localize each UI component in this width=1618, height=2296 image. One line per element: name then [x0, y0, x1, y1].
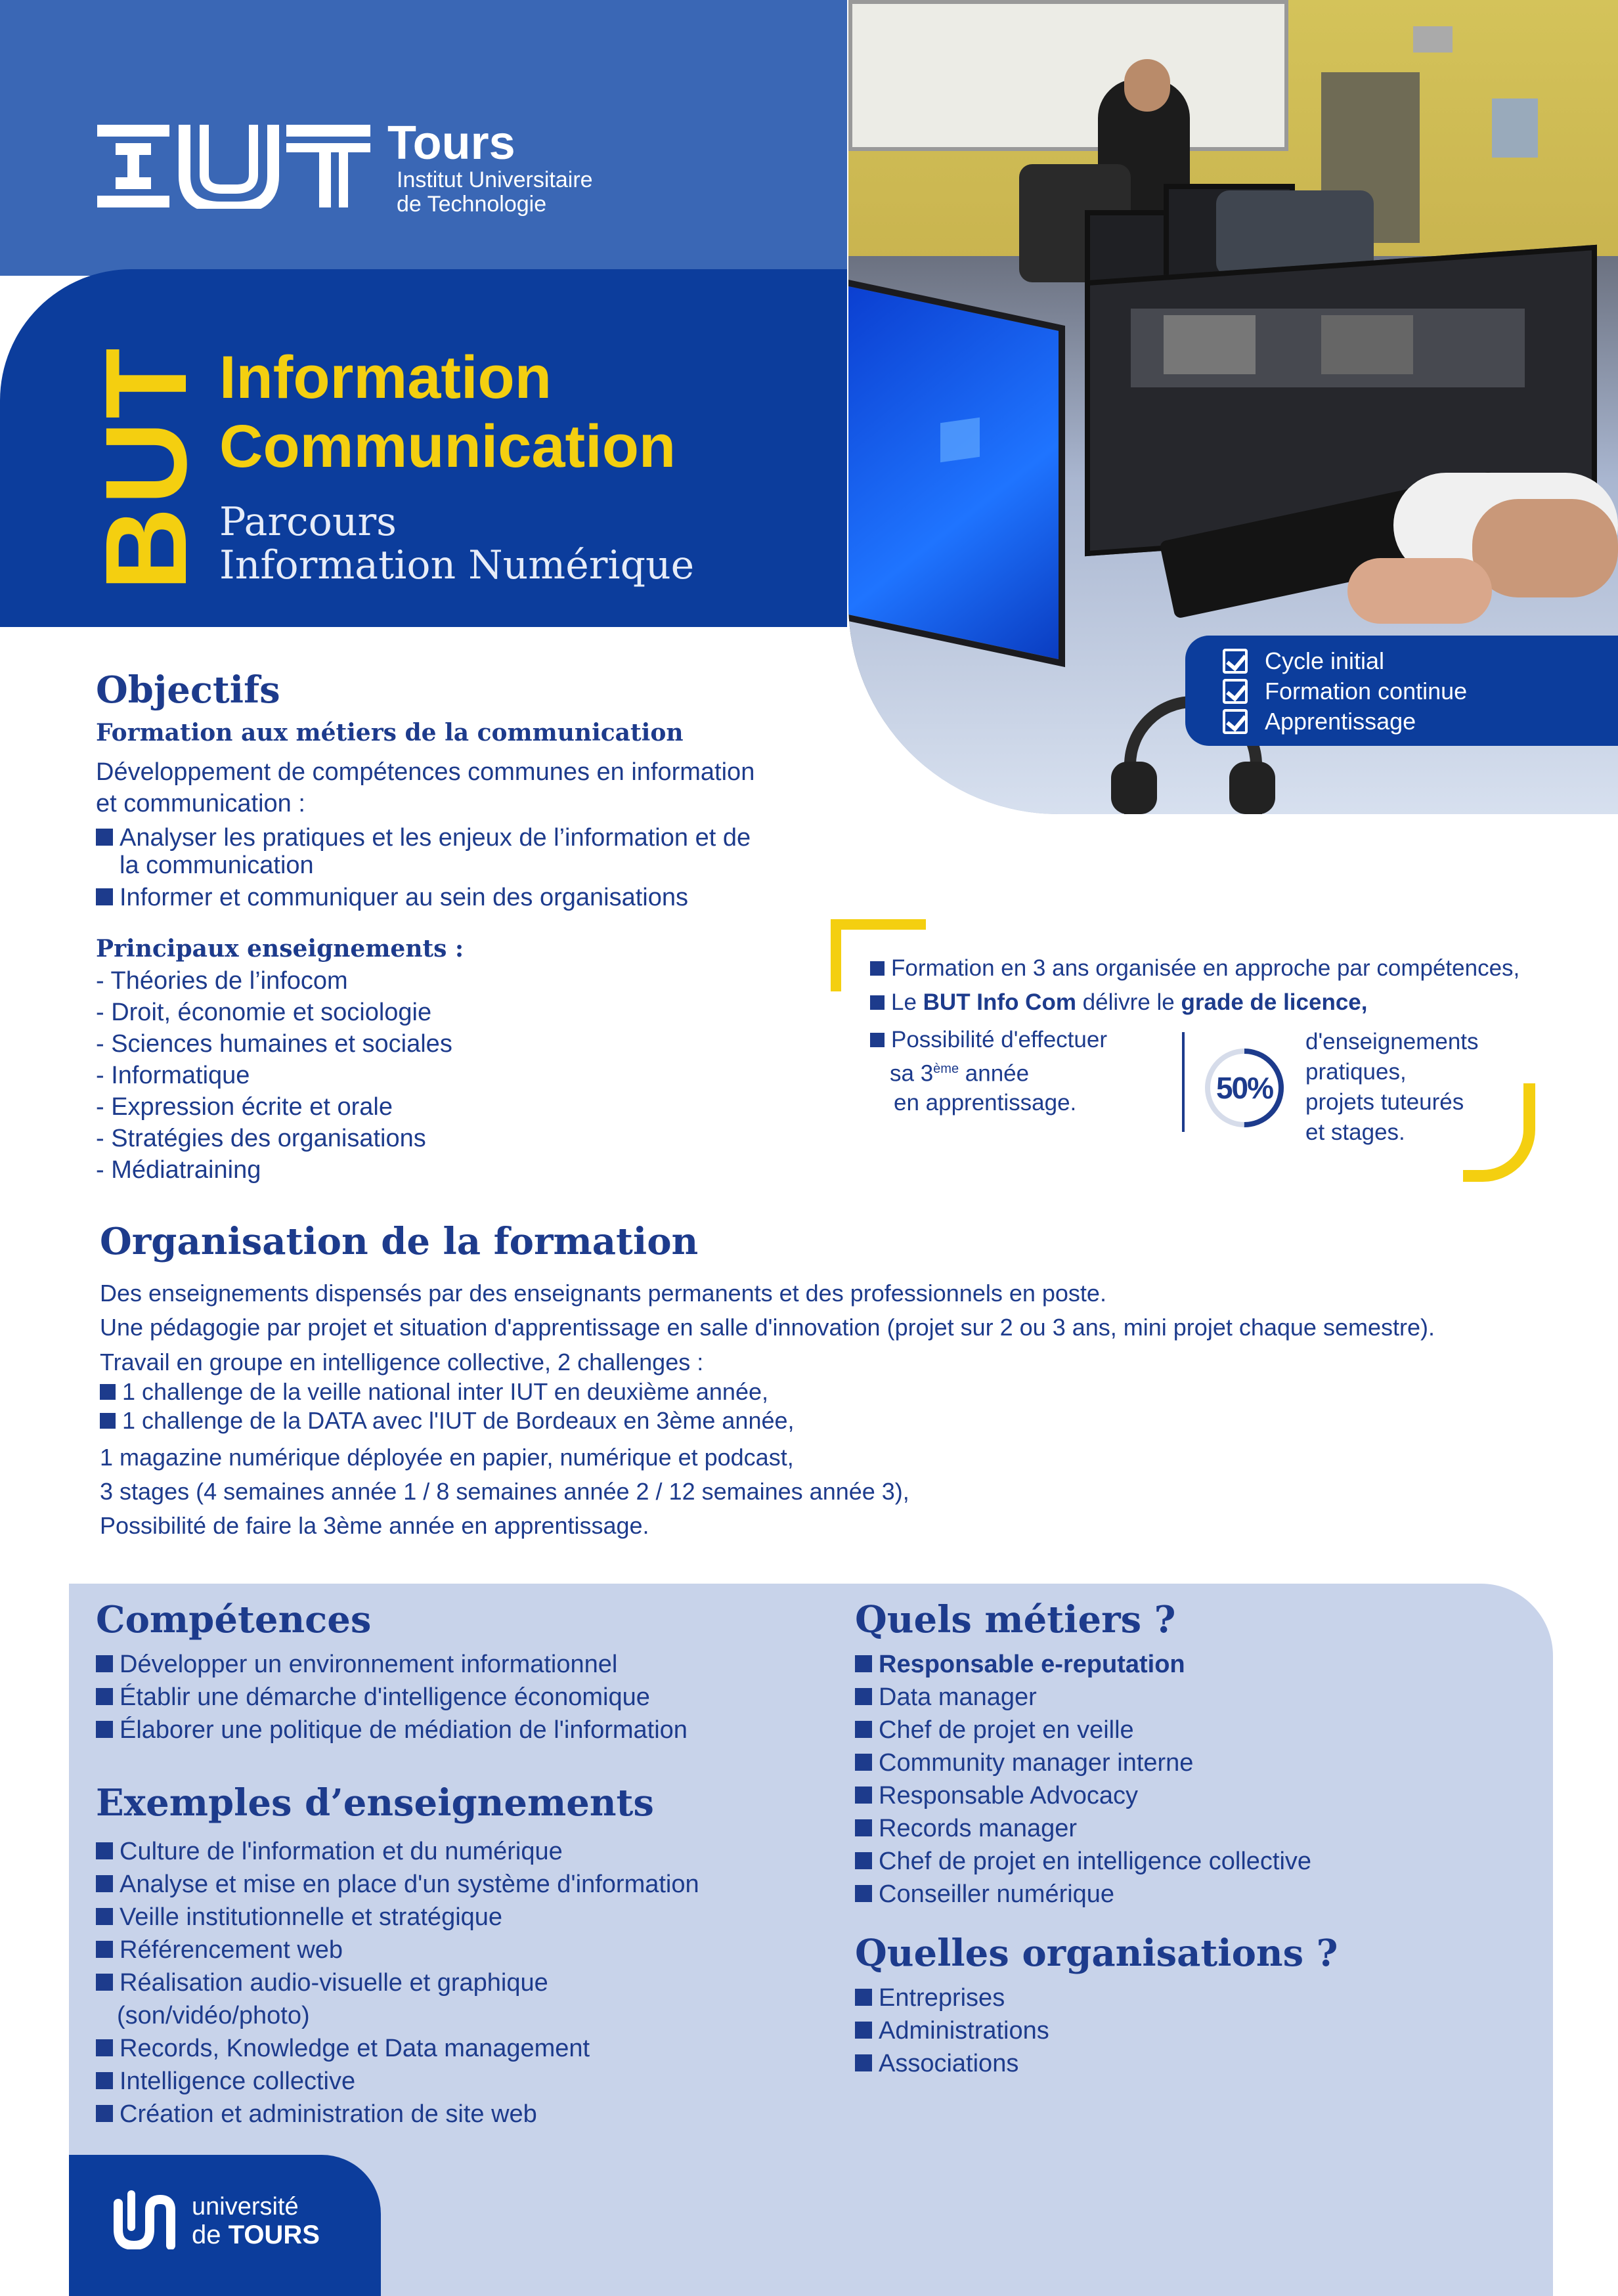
- parcours-line1: Parcours: [219, 499, 397, 545]
- objectifs-heading: Objectifs: [96, 668, 280, 712]
- mode-item: [1223, 706, 1467, 737]
- objectifs-bullet: Informer et communiquer au sein des organisations: [96, 881, 688, 914]
- bullet-square-icon: [855, 2022, 872, 2039]
- bullet-square-icon: [855, 1655, 872, 1672]
- list-item: - Stratégies des organisations: [96, 1125, 426, 1152]
- list-item: Responsable Advocacy: [855, 1779, 1311, 1812]
- exemples-list: [96, 1835, 699, 2131]
- bullet-square-icon: [855, 1787, 872, 1804]
- metiers-list: [855, 1648, 1311, 1911]
- mode-label: Cycle initial: [1265, 647, 1385, 674]
- bullet-square-icon: [100, 1413, 116, 1429]
- objectifs-bullet-continued: la communication: [120, 852, 314, 879]
- list-item: Data manager: [855, 1681, 1311, 1714]
- list-item: - Médiatraining: [96, 1156, 261, 1184]
- modes-box: [1185, 636, 1618, 746]
- list-item: Administrations: [855, 2014, 1049, 2047]
- university-logo-icon: [112, 2190, 190, 2249]
- bullet-square-icon: [96, 888, 113, 905]
- bullet-square-icon: [96, 1908, 113, 1925]
- list-item: Conseiller numérique: [855, 1878, 1311, 1911]
- list-item: Création et administration de site web: [96, 2098, 699, 2131]
- organisation-text: Des enseignements dispensés par des enseignants permanents et des professionnels en poste. Une pédagogie par projet et situation d'apprentissage en salle d'innovation (projet sur 2 ou 3 ans, mini projet chaque semestre). Travail en groupe en intelligence collective, 2 challenges : 1 challenge de la veille national inter IUT en deuxième année, 1 challenge de la DATA avec l'IUT de Bordeaux en 3ème année, 1 magazine numérique déployée en papier, numérique et podcast, 3 stages (4 semaines année 1 / 8 semaines année 2 / 12 semaines année 3), Possibilité de faire la 3ème année en apprentissage.: [100, 1280, 1435, 1539]
- objectifs-intro-line2: et communication :: [96, 790, 305, 817]
- list-item: Entreprises: [855, 1982, 1049, 2014]
- university-logo-line2: de TOURS: [192, 2220, 320, 2249]
- objectifs-subtitle: Formation aux métiers de la communication: [96, 719, 684, 747]
- bullet-square-icon: [855, 1989, 872, 2006]
- bullet-square-icon: [855, 1754, 872, 1771]
- percent-value: 50%: [1215, 1071, 1273, 1105]
- list-item-continued: (son/vidéo/photo): [117, 2002, 310, 2029]
- bullet-square-icon: [855, 1819, 872, 1836]
- bullet-square-icon: [855, 1852, 872, 1869]
- bullet-square-icon: [96, 2105, 113, 2122]
- iut-logo-line2: de Technologie: [397, 192, 547, 217]
- list-item: Responsable e-reputation: [855, 1648, 1311, 1681]
- bullet-square-icon: [96, 1655, 113, 1672]
- highlight-line: Formation en 3 ans organisée en approche par compétences,: [870, 952, 1520, 985]
- list-item: Référencement web: [96, 1934, 699, 1966]
- list-item: - Sciences humaines et sociales: [96, 1030, 452, 1058]
- list-item: Élaborer une politique de médiation de l'information: [96, 1714, 688, 1746]
- bullet-square-icon: [870, 995, 885, 1010]
- exemples-heading: Exemples d’enseignements: [96, 1781, 654, 1825]
- organisation-heading: Organisation de la formation: [100, 1220, 699, 1263]
- bracket-top-left: [831, 919, 926, 930]
- list-item: Community manager interne: [855, 1746, 1311, 1779]
- parcours-line2: Information Numérique: [219, 542, 695, 588]
- iut-logo: [96, 123, 378, 209]
- bullet-square-icon: [96, 1875, 113, 1892]
- competences-heading: Compétences: [96, 1598, 372, 1641]
- bullet-square-icon: [96, 2039, 113, 2056]
- list-item: Établir une démarche d'intelligence économique: [96, 1681, 688, 1714]
- list-item: Réalisation audio-visuelle et graphique: [96, 1966, 699, 1999]
- list-item: Veille institutionnelle et stratégique: [96, 1901, 699, 1934]
- checkbox-icon: [1223, 649, 1248, 674]
- list-item: Chef de projet en intelligence collective: [855, 1845, 1311, 1878]
- iut-logo-line1: Institut Universitaire: [397, 167, 593, 192]
- list-item: - Théories de l’infocom: [96, 967, 348, 995]
- metiers-heading: Quels métiers ?: [855, 1598, 1176, 1641]
- organisations-heading: Quelles organisations ?: [855, 1932, 1338, 1975]
- bullet-square-icon: [855, 1885, 872, 1902]
- but-vertical-label: BUT: [82, 345, 211, 591]
- competences-list: [96, 1648, 688, 1746]
- mode-item: [1223, 646, 1467, 676]
- enseignements-list: [96, 965, 452, 1186]
- bullet-square-icon: [96, 1688, 113, 1705]
- list-item: Records, Knowledge et Data management: [96, 2032, 699, 2065]
- organisations-list: [855, 1982, 1049, 2080]
- list-item: - Expression écrite et orale: [96, 1093, 393, 1121]
- mode-label: Apprentissage: [1265, 708, 1416, 735]
- bullet-square-icon: [96, 1842, 113, 1859]
- percent-description: d'enseignements pratiques, projets tuteurés et stages.: [1305, 1029, 1479, 1145]
- highlight-line: Le BUT Info Com délivre le grade de licence,: [870, 986, 1368, 1019]
- list-item: Associations: [855, 2047, 1049, 2080]
- bullet-square-icon: [96, 1974, 113, 1991]
- bullet-square-icon: [855, 2054, 872, 2071]
- list-item: Chef de projet en veille: [855, 1714, 1311, 1746]
- bullet-square-icon: [96, 2072, 113, 2089]
- divider: [1182, 1032, 1185, 1132]
- iut-logo-city: Tours: [387, 117, 515, 169]
- apprentissage-note: Possibilité d'effectuer sa 3ème année en apprentissage.: [870, 1026, 1107, 1117]
- university-logo-line1: université: [192, 2193, 299, 2220]
- bullet-square-icon: [96, 1721, 113, 1738]
- list-item: Intelligence collective: [96, 2065, 699, 2098]
- mode-label: Formation continue: [1265, 678, 1468, 704]
- iut-logo-mark-icon: [96, 123, 372, 209]
- list-item: Culture de l'information et du numérique: [96, 1835, 699, 1868]
- bracket-top-left: [831, 919, 841, 991]
- bullet-square-icon: [870, 1033, 885, 1047]
- enseignements-heading: Principaux enseignements :: [96, 935, 464, 963]
- checkbox-icon: [1223, 709, 1248, 734]
- bullet-square-icon: [870, 961, 885, 976]
- checkbox-icon: [1223, 679, 1248, 704]
- list-item: Analyse et mise en place d'un système d'information: [96, 1868, 699, 1901]
- bullet-square-icon: [100, 1384, 116, 1400]
- list-item: Développer un environnement informationnel: [96, 1648, 688, 1681]
- list-item: Records manager: [855, 1812, 1311, 1845]
- bullet-square-icon: [855, 1721, 872, 1738]
- bullet-square-icon: [96, 829, 113, 846]
- bullet-square-icon: [855, 1688, 872, 1705]
- title-line1: Information: [219, 344, 552, 411]
- objectifs-intro-line1: Développement de compétences communes en information: [96, 758, 755, 786]
- list-item: - Informatique: [96, 1062, 250, 1089]
- mode-item: [1223, 676, 1467, 706]
- bullet-square-icon: [96, 1941, 113, 1958]
- list-item: - Droit, économie et sociologie: [96, 999, 432, 1026]
- title-line2: Communication: [219, 413, 676, 480]
- objectifs-bullet: Analyser les pratiques et les enjeux de l’information et de: [96, 821, 751, 854]
